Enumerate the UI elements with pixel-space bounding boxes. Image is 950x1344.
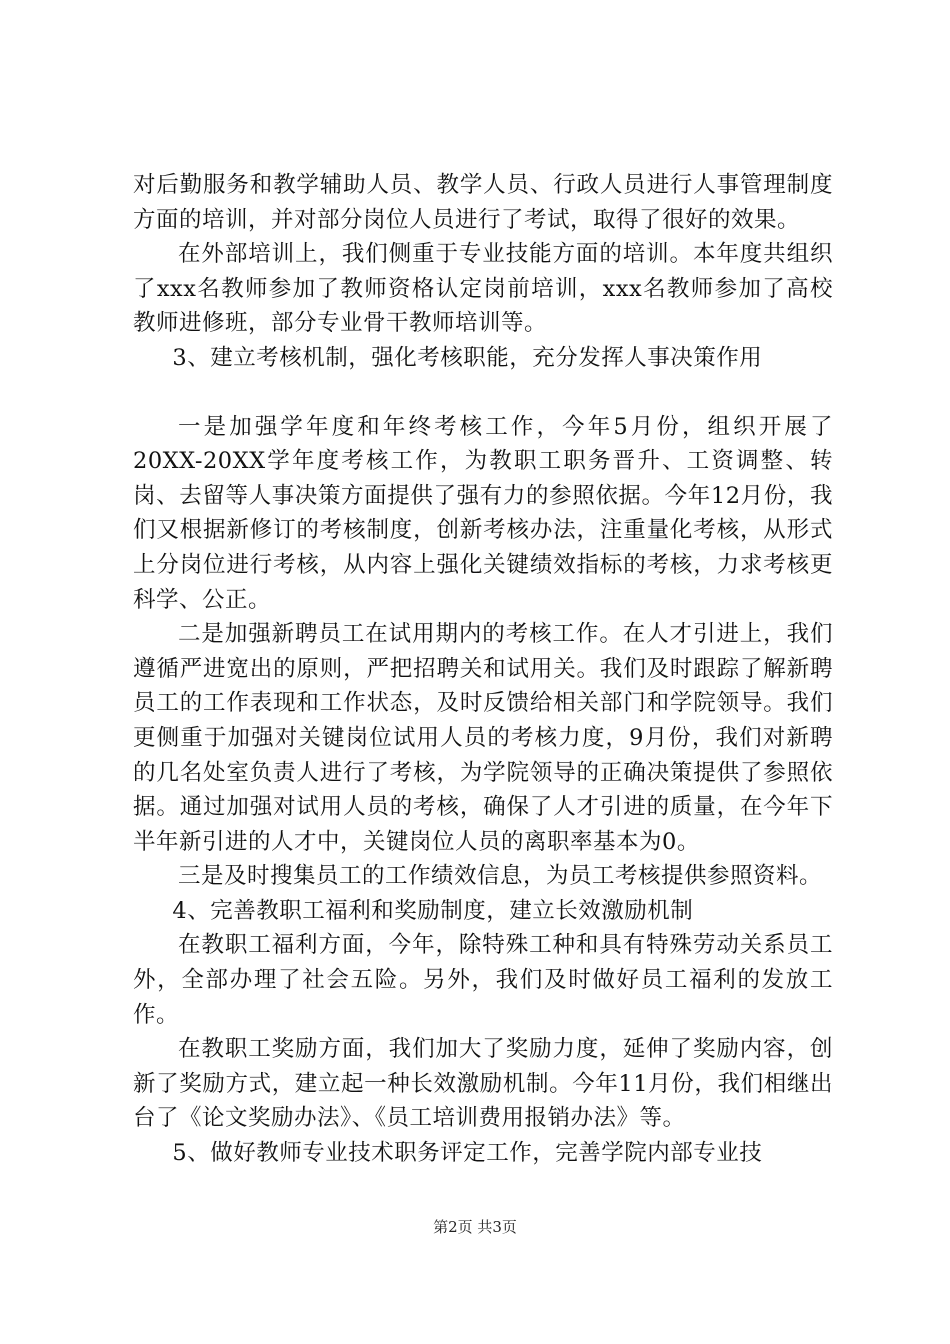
paragraph-annual-assessment: 一是加强学年度和年终考核工作，今年5月份，组织开展了20XX-20XX学年度考核工作，为教职工职务晋升、工资调整、转岗、去留等人事决策方面提供了强有力的参照依据。今年12月份，我们又根据新修订的考核制度，创新考核办法，注重量化考核，从形式上分岗位进行考核，从内容上强化关键绩效指标的考核，力求考核更科学、公正。 [133, 413, 833, 613]
paragraph-performance-info: 三是及时搜集员工的工作绩效信息，为员工考核提供参照资料。 [178, 863, 823, 890]
paragraph-external-training: 在外部培训上，我们侧重于专业技能方面的培训。本年度共组织了xxx名教师参加了教师资格认定岗前培训，xxx名教师参加了高校教师进修班，部分专业骨干教师培训等。 [133, 241, 833, 337]
paragraph-training-staff: 对后勤服务和教学辅助人员、教学人员、行政人员进行人事管理制度方面的培训，并对部分岗位人员进行了考试，取得了很好的效果。 [133, 172, 833, 233]
section-heading-3: 3、建立考核机制，强化考核职能，充分发挥人事决策作用 [172, 344, 763, 371]
section-heading-4: 4、完善教职工福利和奖励制度，建立长效激励机制 [172, 897, 694, 924]
page-footer: 第2页 共3页 [433, 1218, 517, 1236]
section-heading-5: 5、做好教师专业技术职务评定工作，完善学院内部专业技 [172, 1140, 763, 1167]
paragraph-welfare: 在教职工福利方面，今年，除特殊工种和具有特殊劳动关系员工外，全部办理了社会五险。另外，我们及时做好员工福利的发放工作。 [133, 932, 833, 1028]
document-body [133, 168, 833, 1171]
paragraph-rewards: 在教职工奖励方面，我们加大了奖励力度，延伸了奖励内容，创新了奖励方式，建立起一种长效激励机制。今年11月份，我们相继出台了《论文奖励办法》、《员工培训费用报销办法》等。 [133, 1036, 833, 1132]
paragraph-probation-assessment: 二是加强新聘员工在试用期内的考核工作。在人才引进上，我们遵循严进宽出的原则，严把招聘关和试用关。我们及时跟踪了解新聘员工的工作表现和工作状态，及时反馈给相关部门和学院领导。我们更侧重于加强对关键岗位试用人员的考核力度，9月份，我们对新聘的几名处室负责人进行了考核，为学院领导的正确决策提供了参照依据。通过加强对试用人员的考核，确保了人才引进的质量，在今年下半年新引进的人才中，关键岗位人员的离职率基本为0。 [133, 621, 833, 855]
